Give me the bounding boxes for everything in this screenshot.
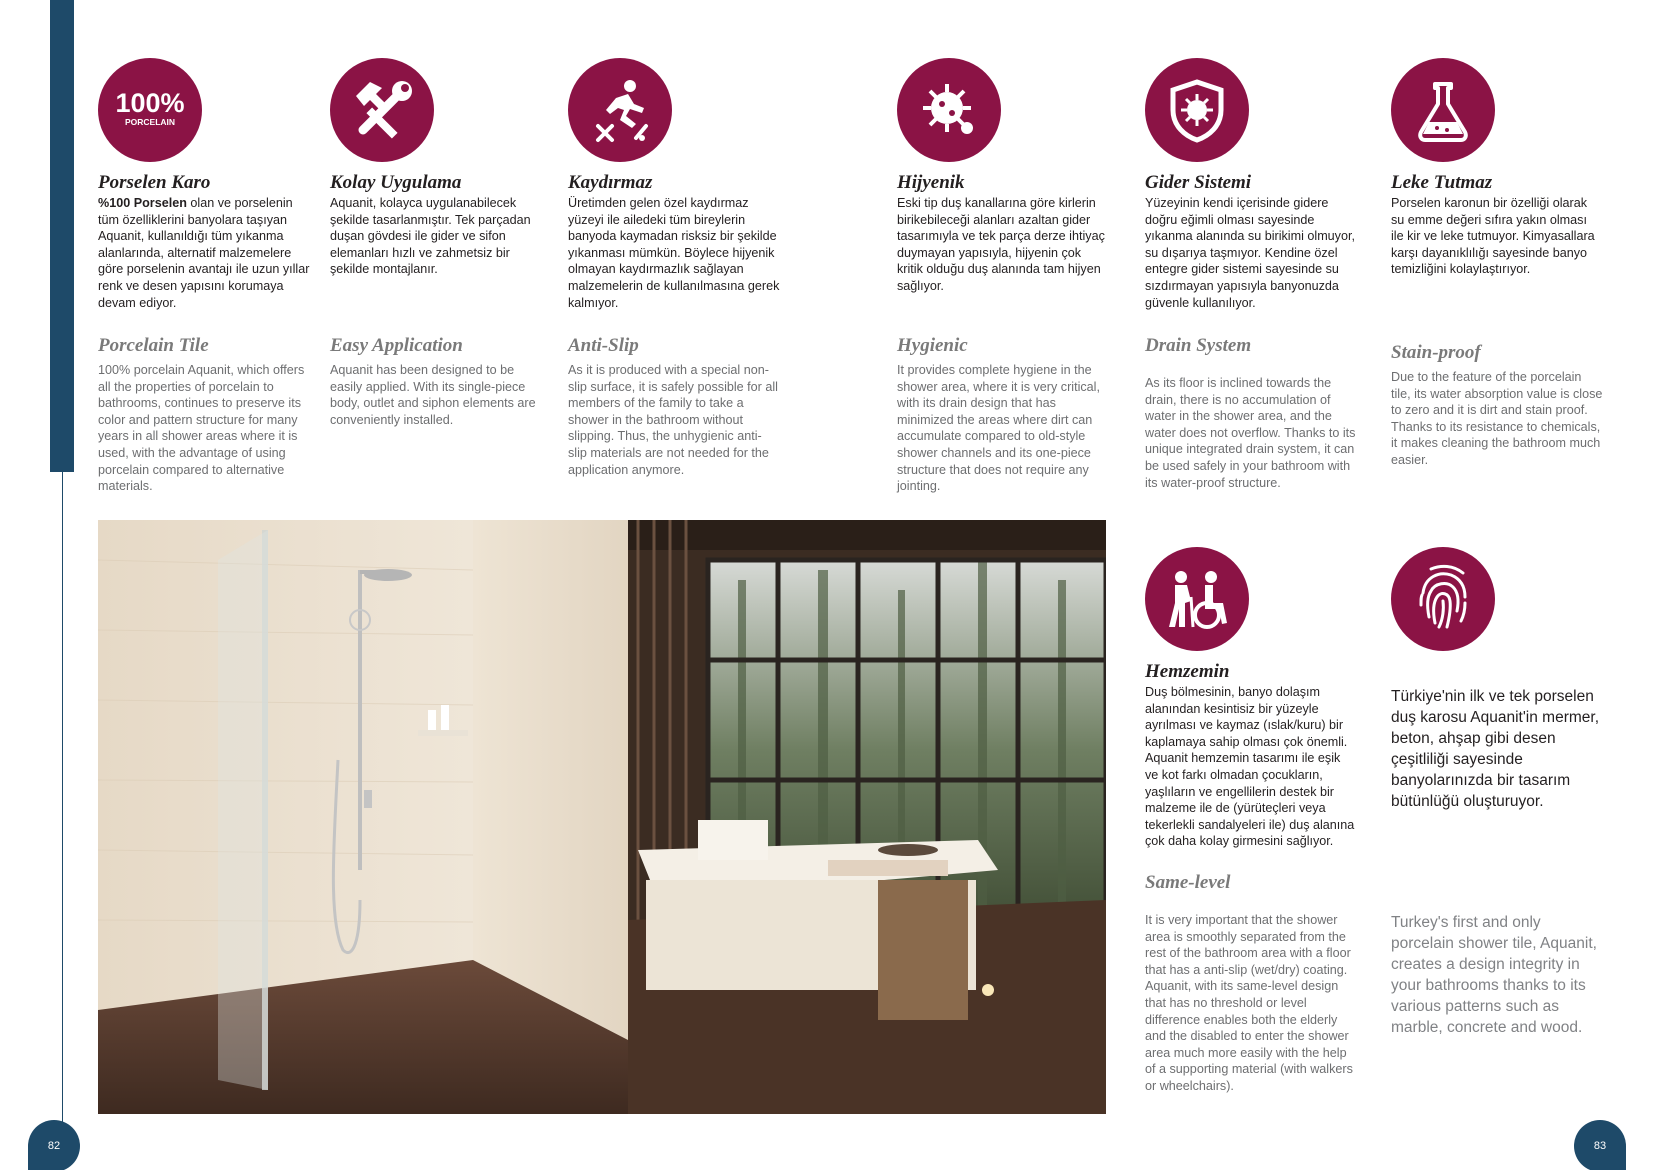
flask-icon — [1391, 58, 1495, 162]
side-accent-bar — [50, 0, 74, 472]
elderly-wheelchair-icon — [1145, 547, 1249, 651]
feature-text-en: 100% porcelain Aquanit, which offers all the properties of porcelain to bathrooms, continues to preserve its color and pattern structure for many years in all shower areas where it is used, with the advantage of using porcelain compared to alternative materials. — [98, 363, 305, 494]
feature-title-tr: Hijyenik — [897, 172, 965, 193]
side-accent-line — [62, 472, 63, 1132]
feature-stain-proof — [1391, 58, 1603, 467]
feature-text-en: As it is produced with a special non-slip surface, it is safely possible for all members of the family to take a shower in the bathroom without slipping. Thus, the unhygienic anti-slip materials are not needed for the application anymore. — [568, 363, 778, 477]
feature-text-en: It is very important that the shower area is smoothly separated from the rest of the bathroom area with a floor that has a anti-slip (wet/dry) coating. Aquanit, with its same-level design that has no threshold or level difference enables both the elderly and the disabled to enter the shower area much more easily with the help of a supporting material (with walkers or wheelchairs). — [1145, 913, 1353, 1093]
feature-text-tr-bold: %100 Porselen — [98, 196, 187, 210]
feature-text-tr: Porselen karonun bir özelliği olarak su emme değeri sıfıra yakın olması ile kir ve leke tutmuyor. Kimyasallara karşı dayanıklılığı sayesinde banyo temizliğini kolaylaştırıyor. — [1391, 196, 1595, 277]
promo-block — [1391, 547, 1603, 651]
bathroom-photo — [98, 520, 1106, 1114]
feature-title-en: Porcelain Tile — [98, 335, 209, 356]
slipping-person-icon — [568, 58, 672, 162]
promo-text-en: Turkey's first and only porcelain shower tile, Aquanit, creates a design integrity in your bathrooms thanks to its various patterns such as marble, concrete and wood. — [1391, 914, 1597, 1036]
feature-text-tr-rest: olan ve porselenin tüm özelliklerini banyolara taşıyan Aquanit, kullanıldığı tüm yıkanma alanlarında, alternatif malzemelere göre porselenin avantajı ile uzun yıllar renk ve desen yapısını korumaya devam ediyor. — [98, 196, 310, 310]
feature-drain-system — [1145, 58, 1357, 490]
feature-porcelain — [98, 58, 310, 494]
feature-text-tr: Aquanit, kolayca uygulanabilecek şekilde tasarlanmıştır. Tek parçadan duşan gövdesi ile gider ve sifon elemanları hızlı ve zahmetsiz bir şekilde montajlanır. — [330, 196, 531, 277]
feature-title-tr: Gider Sistemi — [1145, 172, 1252, 193]
feature-text-en: It provides complete hygiene in the shower area, where it is very critical, with its drain design that has minimized the areas where dirt can accumulate compared to old-style shower channels and its one-piece structure that does not require any jointing. — [897, 363, 1100, 494]
germ-icon — [897, 58, 1001, 162]
feature-text-tr: Eski tip duş kanallarına göre kirlerin birikebileceği alanları azaltan gider tasarımıyla ve tek parça derze ihtiyaç duymayan yapısıyla, hijyenin çok kritik olduğu duş alanında tam hijyen sağlıyor. — [897, 196, 1105, 293]
page-number-right-text: 83 — [1593, 1140, 1607, 1152]
feature-title-en: Stain-proof — [1391, 342, 1481, 363]
feature-title-tr: Hemzemin — [1145, 661, 1230, 682]
feature-title-en: Anti-Slip — [568, 335, 639, 356]
icon-text-small: PORCELAIN — [124, 117, 176, 127]
page-number-left — [28, 1120, 80, 1170]
feature-text-tr: Üretimden gelen özel kaydırmaz yüzeyi ile ailedeki tüm bireylerin banyoda kaymadan risksiz bir şekilde yıkanması mümkün. Böylece hijyenik olmayan kaydırmazlık sağlayan malzemelerin de kullanılmasına gerek kalmıyor. — [568, 196, 780, 310]
feature-title-tr: Porselen Karo — [98, 172, 211, 193]
feature-same-level — [1145, 547, 1357, 1093]
feature-text-tr — [98, 195, 310, 311]
page-number-left-text: 82 — [47, 1140, 61, 1152]
feature-title-en: Same-level — [1145, 872, 1231, 893]
feature-hygienic — [897, 58, 1109, 494]
feature-title-tr: Kaydırmaz — [568, 172, 653, 193]
porcelain-100-icon — [98, 58, 202, 162]
page-number-right — [1574, 1120, 1626, 1170]
feature-title-en: Easy Application — [330, 335, 463, 356]
feature-text-en: As its floor is inclined towards the drain, there is no accumulation of water in the shower area, and the water does not overflow. Thanks to its unique integrated drain system, it can be used safely in your bathroom with its water-proof structure. — [1145, 376, 1356, 490]
feature-text-en: Due to the feature of the porcelain tile, its water absorption value is close to zero and it is dirt and stain proof. Thanks to its resistance to chemicals, it makes cleaning the bathroom much easier. — [1391, 370, 1603, 467]
shield-germ-icon — [1145, 58, 1249, 162]
feature-text-tr: Yüzeyinin kendi içerisinde gidere doğru eğimli olması sayesinde yıkanma alanında su birikimi olmuyor, su dışarıya taşmıyor. Kendine özel entegre gider sistemi sayesinde su sızdırmayan yapısıyla banyonuzda güvenle kullanılıyor. — [1145, 196, 1355, 310]
feature-text-tr: Duş bölmesinin, banyo dolaşım alanından kesintisiz bir yüzeyle ayrılması ve kaymaz (ıslak/kuru) bir kaplamaya sahip olması çok önemli. Aquanit hemzemin tasarımı ile eşik ve kot farkı olmadan çocukların, yaşlıların ve engellilerin destek bir malzeme ile de (yürüteçleri veya tekerlekli sandalyeleri ile) duş alanına çok daha kolay girmesini sağlıyor. — [1145, 685, 1355, 849]
feature-title-tr: Leke Tutmaz — [1391, 172, 1493, 193]
feature-title-tr: Kolay Uygulama — [330, 172, 462, 193]
wrench-hammer-icon — [330, 58, 434, 162]
fingerprint-icon — [1391, 547, 1495, 651]
icon-text-big: 100% — [115, 88, 185, 118]
feature-title-en: Hygienic — [897, 335, 968, 356]
feature-text-en: Aquanit has been designed to be easily applied. With its single-piece body, outlet and siphon elements are conveniently installed. — [330, 363, 536, 427]
promo-text-tr: Türkiye'nin ilk ve tek porselen duş karosu Aquanit'in mermer, beton, ahşap gibi desen çeşitliliği sayesinde banyolarınızda bir tasarım bütünlüğü oluşturuyor. — [1391, 688, 1600, 810]
feature-title-en: Drain System — [1145, 335, 1252, 356]
feature-anti-slip — [568, 58, 780, 477]
feature-easy-application — [330, 58, 542, 427]
